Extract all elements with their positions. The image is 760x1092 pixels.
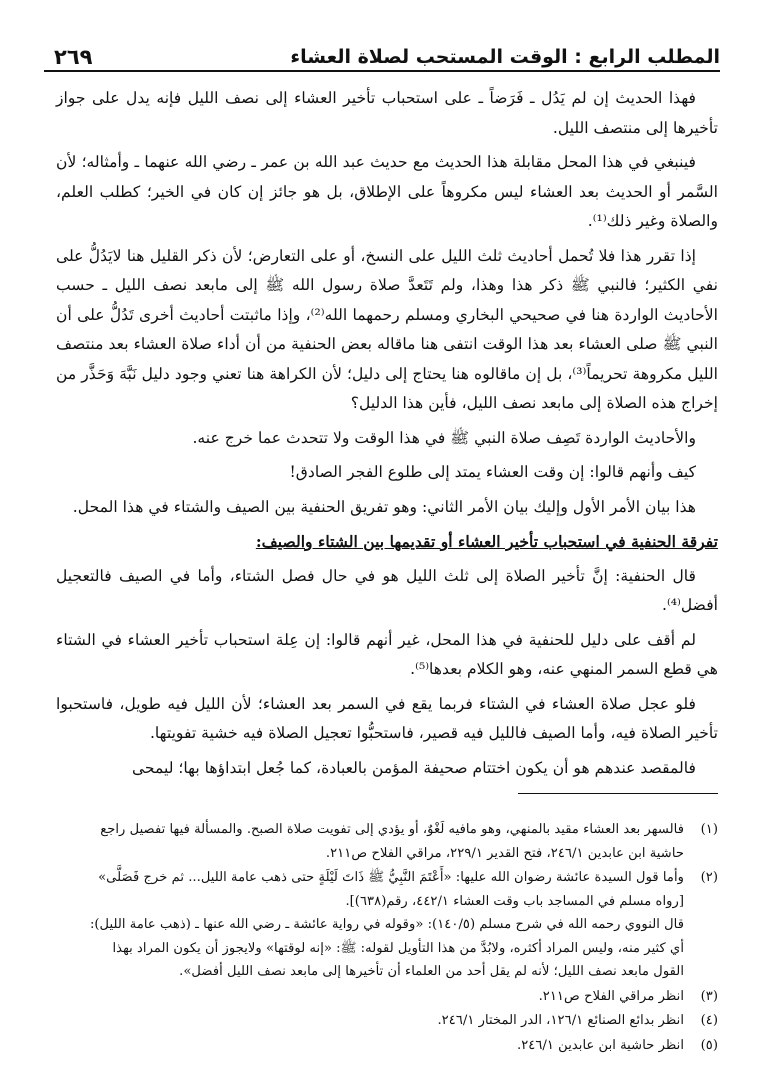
running-header — [44, 42, 720, 72]
paragraph: والأحاديث الواردة تَصِف صلاة النبي ﷺ في هذا الوقت ولا تتحدث عما خرج عنه. — [192, 428, 696, 447]
paragraph: هذا بيان الأمر الأول وإليك بيان الأمر الثاني: وهو تفريق الحنفية بين الصيف والشتاء في هذا المحل. — [72, 497, 696, 516]
footnote-line: انظر حاشية ابن عابدين ٢٤٦/١. — [516, 1037, 684, 1053]
page-number: ٢٦٩ — [54, 45, 93, 69]
footnote-line: حاشية ابن عابدين ٢٤٦/١، فتح القدير ٢٢٩/١، مراقي الفلاح ص٢١١. — [325, 845, 684, 861]
footnote-text — [56, 866, 684, 984]
footnote-line: [رواه مسلم في المساجد باب وقت العشاء ٤٤٢/١، رقم(٦٣٨)]. — [345, 893, 684, 909]
footnote-line: انظر مراقي الفلاح ص٢١١. — [538, 988, 684, 1004]
footnotes — [56, 818, 718, 1058]
footnote-line: القول مابعد نصف الليل؛ لأنه لم يقل أحد من العلماء أن تأخيرها إلى مابعد نصف الليل أفضل». — [179, 964, 684, 979]
footnote — [56, 866, 718, 984]
footnote-line: انظر بدائع الصنائع ١٢٦/١، الدر المختار ٢٤٦/١. — [437, 1013, 684, 1028]
footnote — [56, 985, 718, 1009]
footnote-text — [56, 1009, 684, 1033]
main-text — [56, 84, 718, 788]
header-title: المطلب الرابع : الوقت المستحب لصلاة العشاء — [290, 46, 720, 68]
subheading-text: تفرقة الحنفية في استحباب تأخير العشاء أو تقديمها بين الشتاء والصيف: — [255, 532, 718, 551]
paragraph: فينبغي في هذا المحل مقابلة هذا الحديث مع حديث عبد الله بن عمر ـ رضي الله عنهما ـ وأمثاله؛ لأن السَّمر أو الحديث بعد العشاء ليس مكروهاً على الإطلاق، بل هو جائز إن كان في الخير؛ كطلب العلم، والصلاة وغير ذلك⁽¹⁾. — [56, 153, 718, 230]
paragraph: فلو عجل صلاة العشاء في الشتاء فربما يقع في السمر بعد العشاء؛ لأن الليل فيه طويل، فاستحبوا تأخير الصلاة فيه، وأما الصيف فالليل فيه قصير، فاستحبُّوا تعجيل الصلاة فيه خشية تفويتها. — [56, 694, 718, 742]
footnote — [56, 1034, 718, 1058]
footnote-line: قال النووي رحمه الله في شرح مسلم (١٤٠/٥): «وقوله في رواية عائشة ـ رضي الله عنها ـ (ذهب عامة الليل): — [89, 917, 684, 932]
paragraph: كيف وأنهم قالوا: إن وقت العشاء يمتد إلى طلوع الفجر الصادق! — [289, 463, 696, 481]
paragraph: فهذا الحديث إن لم يَدُل ـ فَرَضاً ـ على استحباب تأخير العشاء إلى نصف الليل فإنه يدل على جواز تأخيرها إلى منتصف الليل. — [56, 89, 718, 137]
footnote-number: (٣) — [700, 988, 718, 1004]
paragraph: لم أقف على دليل للحنفية في هذا المحل، غير أنهم قالوا: إن عِلة استحباب تأخير العشاء في الشتاء هي قطع السمر المنهي عنه، وهو الكلام بعدها⁽⁵⁾. — [56, 630, 718, 678]
paragraph: إذا تقرر هذا فلا تُحمل أحاديث ثلث الليل على النسخ، أو على التعارض؛ لأن ذكر القليل هنا لايَدُلُّ على نفي الكثير؛ فالنبي ﷺ ذكر هذا وهذا، ولم تَتَعدَّ صلاة رسول الله ﷺ إلى مابعد نصف الليل ـ حسب الأحاديث الواردة هنا في صحيحي البخاري ومسلم رحمهما الله⁽²⁾، وإذا ماثبتت أحاديث أخرى تَدُلُّ على أن النبي ﷺ صلى العشاء بعد هذا الوقت انتفى هنا ماقاله بعض الحنفية من أن أداء صلاة العشاء بعد منتصف الليل مكروهة تحريماً⁽³⁾، بل إن ماقالوه هنا يحتاج إلى دليل؛ لأن الكراهة هنا تعني وجود دليل نَبَّهَ وَحَذَّر من إخراج هذه الصلاة إلى مابعد نصف الليل، فأين هذا الدليل؟ — [56, 246, 718, 412]
footnote-number: (٤) — [700, 1013, 718, 1028]
footnote-number: (١) — [700, 822, 718, 837]
footnote-line: أي كثير منه، وليس المراد أكثره، ولابُدَّ من هذا التأويل لقوله: ﷺ: «إنه لوقتها» ولايجوز أن يكون المراد بهذا — [112, 940, 684, 956]
paragraph: قال الحنفية: إنَّ تأخير الصلاة إلى ثلث الليل هو في حال فصل الشتاء، وأما في الصيف فالتعجيل أفضل⁽⁴⁾. — [56, 566, 718, 614]
footnote-line: فالسهر بعد العشاء مقيد بالمنهي، وهو مافيه لَغْوٌ، أو يؤدي إلى تفويت صلاة الصبح. والمسألة فيها تفصيل راجع — [100, 822, 684, 837]
footnote-number: (٥) — [700, 1037, 718, 1053]
paragraph: فالمقصد عندهم هو أن يكون اختتام صحيفة المؤمن بالعبادة، كما جُعل ابتداؤها بها؛ ليمحى — [131, 758, 696, 777]
footnote-number: (٢) — [700, 870, 718, 885]
footnote-separator — [518, 793, 718, 794]
section-subheading — [56, 527, 718, 557]
footnote — [56, 818, 718, 865]
footnote-line: وأما قول السيدة عائشة رضوان الله عليها: «أَعْتَمَ النَّبِيُّ ﷺ ذَاتَ لَيْلَةٍ حتى ذهب عامة الليل... ثم خرج فَصَلَّى» — [98, 870, 684, 885]
footnote — [56, 1009, 718, 1033]
footnote-text — [56, 985, 684, 1009]
footnote-text — [56, 818, 684, 865]
header-rule — [44, 70, 720, 72]
footnote-text — [56, 1034, 684, 1058]
